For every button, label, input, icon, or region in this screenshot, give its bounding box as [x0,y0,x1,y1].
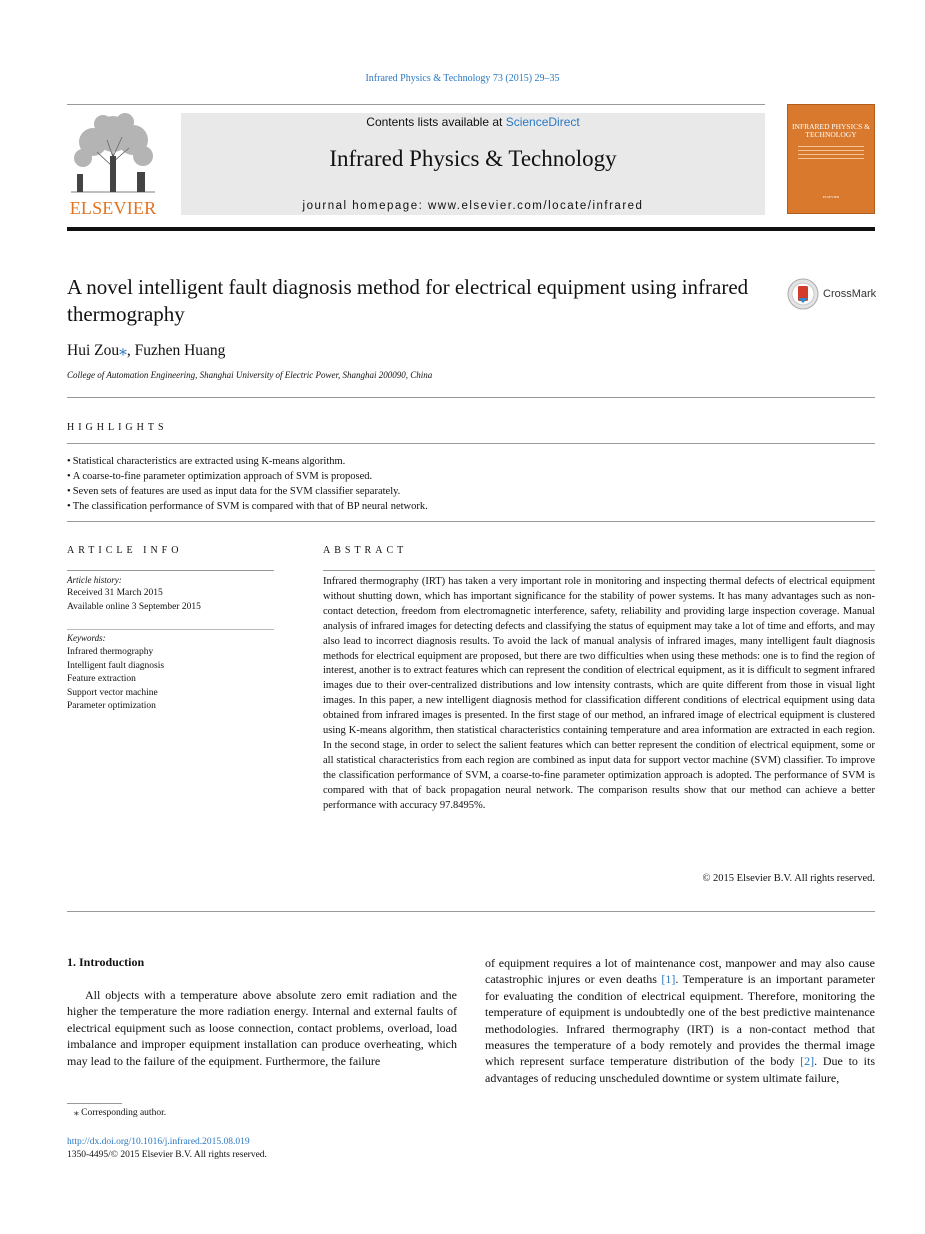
divider [67,521,875,522]
divider [67,397,875,398]
doi-link[interactable]: http://dx.doi.org/10.1016/j.infrared.2015.08.019 [67,1137,250,1147]
highlight-item: • A coarse-to-fine parameter optimization approach of SVM is proposed. [67,469,875,484]
keywords-list [67,646,164,714]
divider [67,443,875,444]
citation-link[interactable]: [2] [800,1054,815,1069]
body-text: . Due to its advantages of reducing unscheduled downtime or system ultimate failure, [485,1054,875,1085]
highlight-item: • Statistical characteristics are extracted using K-means algorithm. [67,454,875,469]
received-date: Received 31 March 2015 [67,588,163,598]
crossmark-icon [787,278,819,310]
affiliation: College of Automation Engineering, Shanghai University of Electric Power, Shanghai 200090, China [67,370,433,380]
author-name[interactable]: Hui Zou [67,342,120,359]
keyword: Intelligent fault diagnosis [67,660,165,671]
abstract-text: Infrared thermography (IRT) has taken a very important role in monitoring and inspecting thermal defects of electrical equipment without shutting down, which has important significance for the stability of power systems. It has many advantages such as non-contact detection, freedom from electromagnetic interference, safety, reliability and providing large inspection coverage. Manual analysis of infrared images for detecting defects and classifying the status of equipment may take a lot of time and efforts, and may also lead to incorrect diagnosis results. To avoid the lack of manual analysis of infrared images, many intelligent fault diagnosis methods for electrical equipment are proposed, but there are two difficulties when using these methods: one is to find the region of interest, another is to extract features which can represent the condition of electrical equipment, as it is difficult to segment infrared images due to their over-centralized distributions and low intensity contrasts, which are quite different from those in visual light images. In this paper, a new intelligent diagnosis method for classification different conditions of electrical equipment using data obtained from infrared images is presented. In the first stage of our method, an infrared image of electrical equipment is clustered using K-means algorithm, then statistical characteristics containing temperature and area information are extracted in each region. In the second stage, in order to select the salient features which can better represent the condition of electrical equipment, some or all statistical characteristics from each region are combined as input data for support vector machine (SVM) classifier. To improve the classification performance of SVM, a coarse-to-fine parameter optimization approach is adopted. The performance of SVM is compared with that of back propagation neural network. The comparison results show that our method can achieve a better performance with accuracy 97.8495%. [323,576,875,811]
body-text: of equipment requires a lot of maintenance cost, manpower and may also cause catastrophic injures or even deaths [485,956,875,987]
body-paragraph: All objects with a temperature above absolute zero emit radiation and the higher the temperature the more radiation energy. Internal and external faults of electrical equipment such as loose connection, contact problems, overload, load imbalance and improper equipment installation can produce overheating, which may lead to the failure of the equipment. Furthermore, the failure [67,988,457,1068]
contents-line [181,115,765,129]
keywords-label: Keywords: [67,633,106,643]
divider [323,570,875,571]
author-name[interactable]: , Fuzhen Huang [126,342,226,359]
crossmark-label: CrossMark [823,288,877,300]
article-info-heading: ARTICLE INFO [67,545,183,556]
divider [67,570,274,571]
keyword: Parameter optimization [67,701,156,711]
footnote-rule [67,1103,122,1104]
journal-reference[interactable]: Infrared Physics & Technology 73 (2015) 29–35 [365,73,560,84]
article-history-label: Article history: [67,575,122,585]
abstract-heading: ABSTRACT [323,545,408,556]
contents-prefix: Contents lists available at [366,115,506,129]
divider [67,629,274,630]
abstract-copyright: © 2015 Elsevier B.V. All rights reserved. [702,873,875,884]
highlight-item: • The classification performance of SVM is compared with that of BP neural network. [67,499,875,514]
highlight-item: • Seven sets of features are used as input data for the SVM classifier separately. [67,484,875,499]
cover-footer: ELSEVIER [822,195,840,199]
crossmark-badge[interactable] [787,278,879,312]
paper-title: A novel intelligent fault diagnosis method for electrical equipment using infrared thermography [67,275,749,326]
journal-cover-thumbnail[interactable] [787,104,875,214]
journal-homepage[interactable]: journal homepage: www.elsevier.com/locate/infrared [302,200,644,212]
highlights-list [67,454,875,514]
citation-link[interactable]: [1] [661,972,676,987]
highlights-heading: HIGHLIGHTS [67,422,168,433]
body-paragraph [485,955,875,1086]
header-thick-rule [67,227,875,231]
corresponding-author-mark[interactable]: ⁎ [119,342,127,359]
section-heading-introduction: 1. Introduction [67,955,145,969]
keyword: Infrared thermography [67,647,154,657]
online-date: Available online 3 September 2015 [67,602,201,612]
sciencedirect-link[interactable]: ScienceDirect [505,115,580,129]
journal-masthead [181,113,765,215]
journal-title[interactable]: Infrared Physics & Technology [329,146,617,171]
keyword: Support vector machine [67,687,158,698]
elsevier-logo[interactable] [67,112,159,216]
elsevier-wordmark: ELSEVIER [69,198,157,218]
header-rule [67,104,765,105]
keyword: Feature extraction [67,674,136,684]
footnote: ⁎ Corresponding author. [74,1108,167,1118]
author-list [67,341,225,360]
issn-line: 1350-4495/© 2015 Elsevier B.V. All rights reserved. [67,1150,267,1160]
body-text: . Temperature is an important parameter for evaluating the condition of electrical equipment. Therefore, monitoring the temperature of equipment is undoubtedly one of the best predictive maintenance methodologies. Infrared thermography (IRT) is a non-contact method that measures the temperature of a body remotely and provides the thermal image which represent surface temperature distribution of the body [485,972,875,1069]
cover-lines [798,143,864,162]
tree-icon [67,112,159,196]
divider [67,911,875,912]
cover-title: INFRARED PHYSICS & TECHNOLOGY [792,122,870,139]
